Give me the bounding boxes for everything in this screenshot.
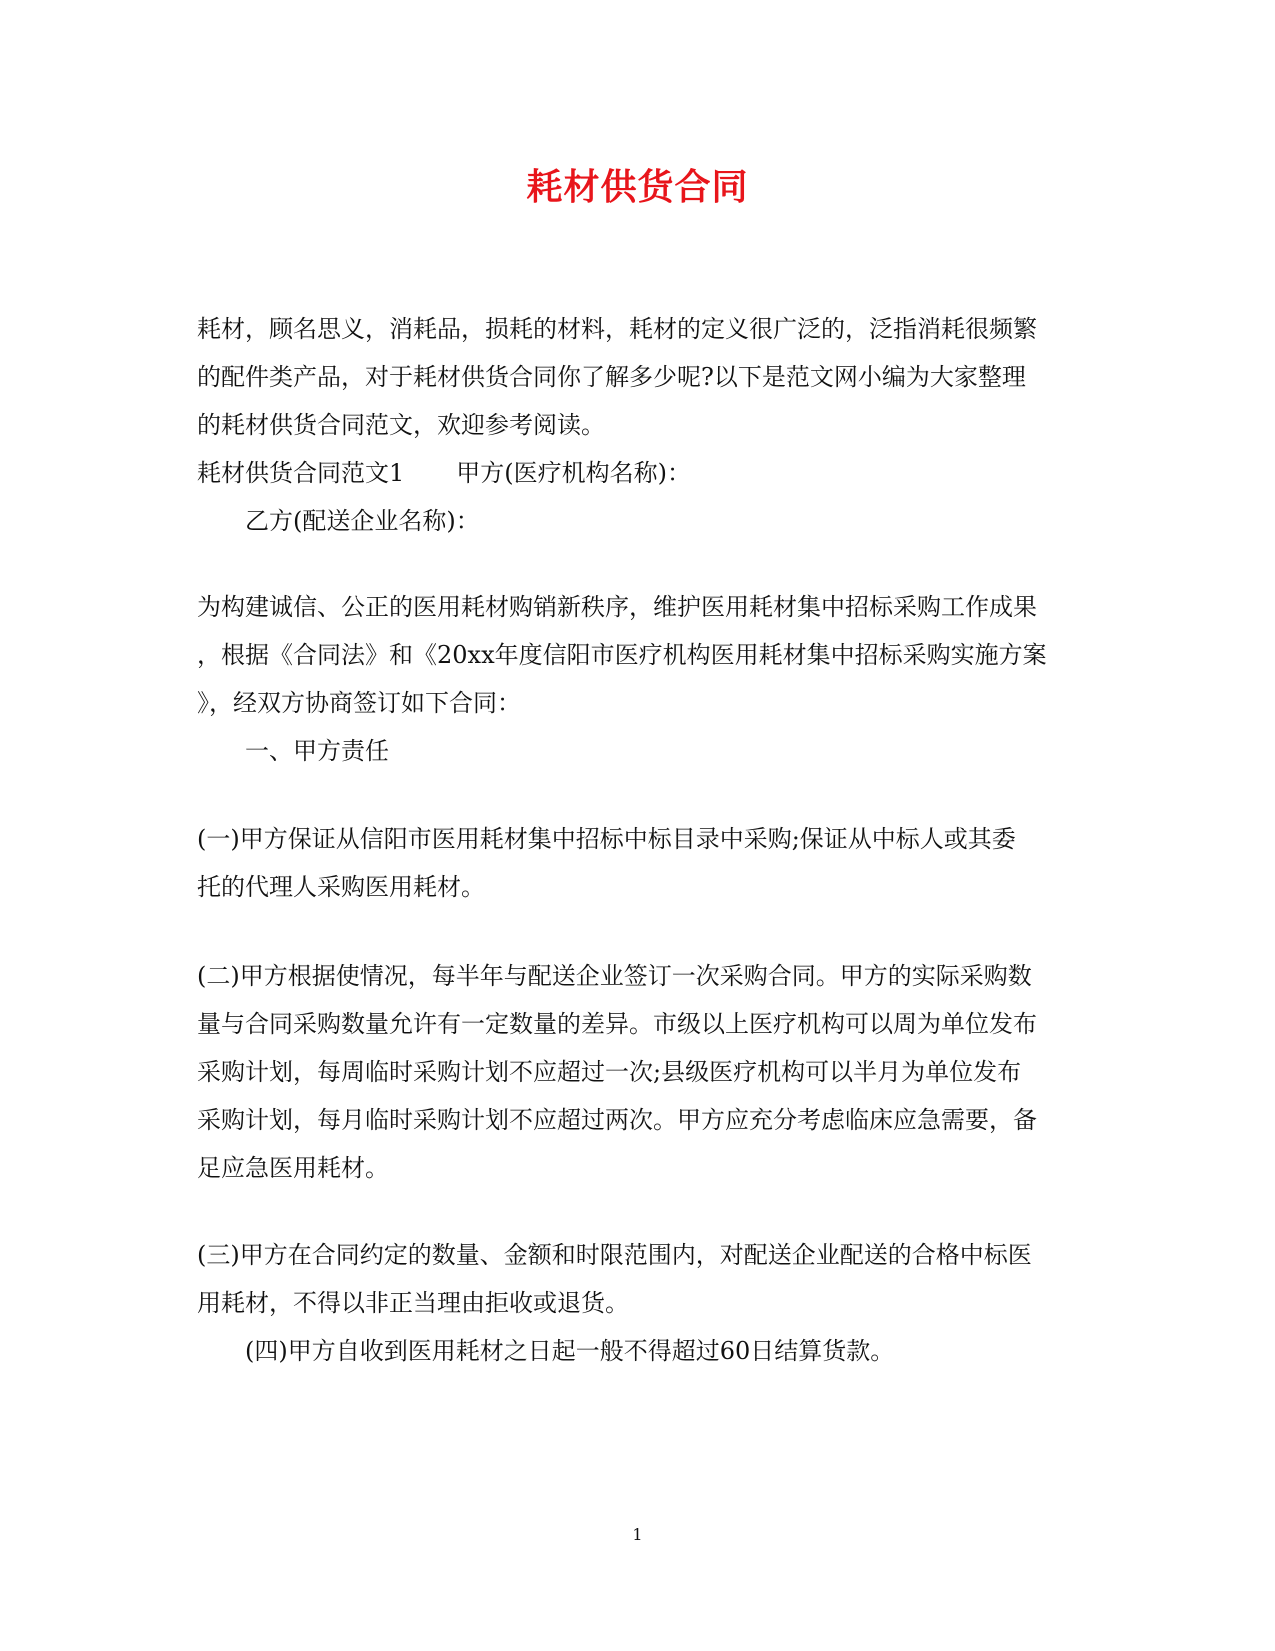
clause-3-paragraph — [197, 1231, 1077, 1375]
document-title: 耗材供货合同 — [526, 166, 749, 208]
clause-line: 足应急医用耗材。 — [197, 1154, 389, 1182]
sample-label: 耗材供货合同范文1 — [197, 459, 405, 487]
preamble-line: 为构建诚信、公正的医用耗材购销新秩序，维护医用耗材集中招标采购工作成果 — [197, 593, 1037, 621]
party-a-label: 甲方(医疗机构名称)： — [456, 459, 692, 487]
intro-line: 耗材，顾名思义，消耗品，损耗的材料，耗材的定义很广泛的，泛指消耗很频繁 — [197, 315, 1037, 343]
clause-line: 采购计划，每月临时采购计划不应超过两次。甲方应充分考虑临床应急需要，备 — [197, 1106, 1037, 1134]
clause-line: (二)甲方根据使情况，每半年与配送企业签订一次采购合同。甲方的实际采购数 — [197, 962, 1032, 990]
clause-line: 量与合同采购数量允许有一定数量的差异。市级以上医疗机构可以周为单位发布 — [197, 1010, 1037, 1038]
parties-block — [197, 449, 1077, 545]
intro-line: 的配件类产品，对于耗材供货合同你了解多少呢?以下是范文网小编为大家整理 — [197, 363, 1026, 391]
sample-and-party-a-line — [197, 449, 1077, 497]
clause-line: (一)甲方保证从信阳市医用耗材集中招标中标目录中采购;保证从中标人或其委 — [197, 825, 1016, 853]
clause-line: 采购计划，每周临时采购计划不应超过一次;县级医疗机构可以半月为单位发布 — [197, 1058, 1022, 1086]
clause-2-paragraph — [197, 952, 1077, 1192]
intro-line: 的耗材供货合同范文，欢迎参考阅读。 — [197, 411, 605, 439]
clause-line: (三)甲方在合同约定的数量、金额和时限范围内，对配送企业配送的合格中标医 — [197, 1241, 1032, 1269]
section-1-heading: 一、甲方责任 — [245, 737, 389, 765]
clause-line: 托的代理人采购医用耗材。 — [197, 873, 485, 901]
clause-4-line: (四)甲方自收到医用耗材之日起一般不得超过60日结算货款。 — [245, 1337, 895, 1365]
preamble-paragraph — [197, 583, 1077, 775]
page-number: 1 — [632, 1525, 643, 1544]
preamble-line: ，根据《合同法》和《20xx年度信阳市医疗机构医用耗材集中招标采购实施方案 — [197, 641, 1047, 669]
preamble-line: 》，经双方协商签订如下合同： — [197, 689, 521, 717]
clause-line: 用耗材，不得以非正当理由拒收或退货。 — [197, 1289, 629, 1317]
clause-1-paragraph — [197, 815, 1077, 911]
party-b-label: 乙方(配送企业名称)： — [245, 507, 480, 535]
intro-paragraph — [197, 305, 1077, 449]
